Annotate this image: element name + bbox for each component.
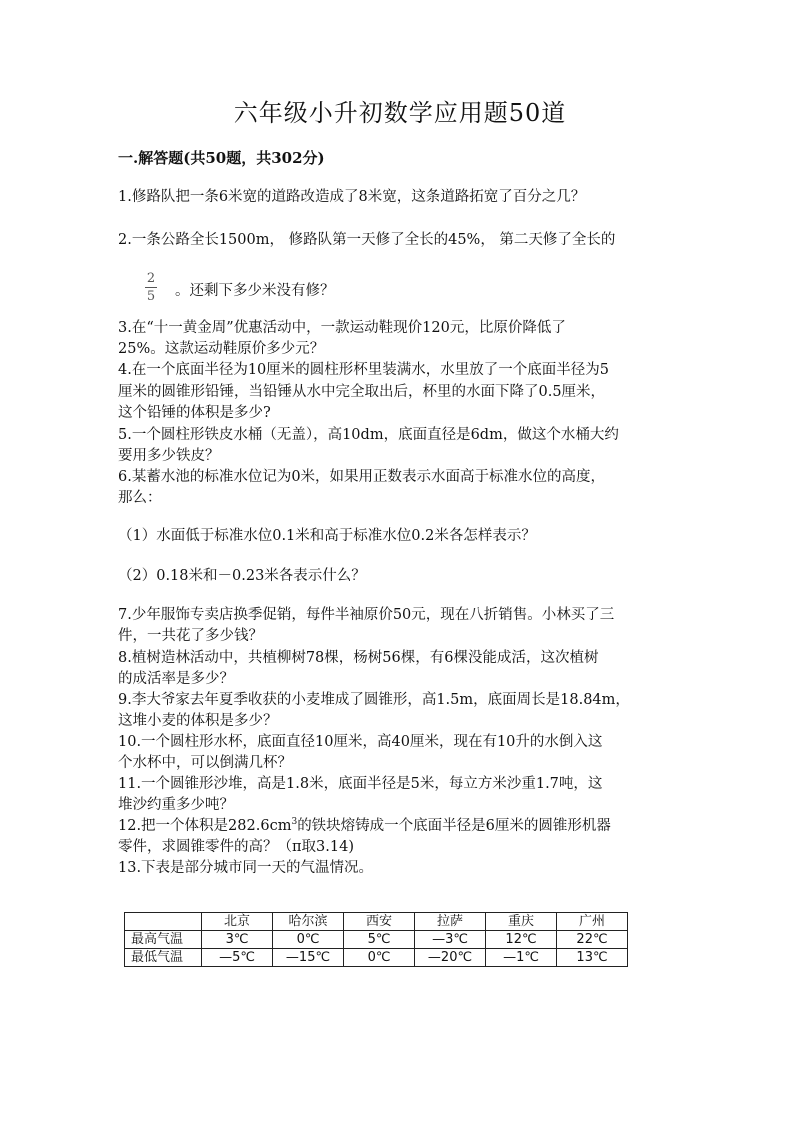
question-4-line-3: 这个铅锤的体积是多少? [118, 405, 271, 421]
question-5-line-1: 5.一个圆柱形铁皮水桶（无盖），高10dm，底面直径是6dm，做这个水桶大约 [118, 427, 619, 443]
page-title: 六年级小升初数学应用题50道 [233, 99, 567, 127]
fraction-numerator: 2 [146, 271, 156, 286]
question-12-line-1 [118, 815, 688, 837]
question-12-line-2: 零件，求圆锥零件的高？（π取3.14) [118, 839, 354, 855]
question-5-line-2: 要用多少铁皮？ [118, 448, 220, 464]
question-2-line-2: 。还剩下多少米没有修？ [175, 283, 335, 299]
question-3-line-2: 25%。这款运动鞋原价多少元？ [118, 341, 325, 357]
table-cell: 0℃ [273, 931, 344, 949]
table-cell: —3℃ [415, 931, 486, 949]
question-1: 1.修路队把一条6米宽的道路改造成了8米宽，这条道路拓宽了百分之几？ [118, 189, 586, 205]
table-row-label: 最高气温 [125, 931, 202, 949]
table-cell: —15℃ [273, 949, 344, 967]
cubic-superscript: 3 [291, 817, 298, 828]
table-header-city: 北京 [202, 913, 273, 931]
table-cell: 22℃ [557, 931, 628, 949]
fraction-two-fifths [143, 271, 159, 304]
question-6-sub-2: （2）0.18米和－0.23米各表示什么？ [118, 568, 366, 584]
table-cell: 12℃ [486, 931, 557, 949]
table-header-row [125, 913, 628, 931]
table-row [125, 931, 628, 949]
question-6-line-1: 6.某蓄水池的标准水位记为0米，如果用正数表示水面高于标准水位的高度， [118, 469, 606, 485]
question-4-line-2: 厘米的圆锥形铅锤，当铅锤从水中完全取出后，杯里的水面下降了0.5厘米， [118, 384, 606, 400]
question-9-line-1: 9.李大爷家去年夏季收获的小麦堆成了圆锥形，高1.5m，底面周长是18.84m， [118, 692, 630, 708]
table-cell: 5℃ [344, 931, 415, 949]
table-header-city: 西安 [344, 913, 415, 931]
question-2-line-1: 2.一条公路全长1500m， 修路队第一天修了全长的45%， 第二天修了全长的 [118, 232, 616, 248]
question-12-text-a: 12.把一个体积是282.6cm [118, 818, 292, 834]
question-8-line-2: 的成活率是多少？ [118, 671, 234, 687]
table-corner-cell [125, 913, 202, 931]
question-6-sub-1: （1）水面低于标准水位0.1米和高于标准水位0.2米各怎样表示？ [118, 528, 536, 544]
question-6-line-2: 那么： [118, 490, 162, 506]
question-13: 13.下表是部分城市同一天的气温情况。 [118, 860, 374, 876]
table-row [125, 949, 628, 967]
table-header-city: 广州 [557, 913, 628, 931]
table-cell: —1℃ [486, 949, 557, 967]
temperature-table [124, 912, 628, 967]
question-9-line-2: 这堆小麦的体积是多少？ [118, 713, 278, 729]
table-cell: —5℃ [202, 949, 273, 967]
question-11-line-2: 堆沙约重多少吨？ [118, 797, 234, 813]
section-heading: 一.解答题(共50题，共302分) [118, 149, 325, 167]
table-header-city: 拉萨 [415, 913, 486, 931]
question-11-line-1: 11.一个圆锥形沙堆，高是1.8米，底面半径是5米，每立方米沙重1.7吨，这 [118, 776, 603, 792]
fraction-denominator: 5 [146, 289, 156, 304]
fraction-bar [145, 287, 157, 288]
question-8-line-1: 8.植树造林活动中，共植柳树78棵，杨树56棵，有6棵没能成活，这次植树 [118, 650, 599, 666]
table-cell: 3℃ [202, 931, 273, 949]
question-7-line-2: 件，一共花了多少钱？ [118, 628, 263, 644]
table-header-city: 重庆 [486, 913, 557, 931]
table-row-label: 最低气温 [125, 949, 202, 967]
question-3-line-1: 3.在“十一黄金周”优惠活动中，一款运动鞋现价120元，比原价降低了 [118, 320, 566, 336]
question-10-line-2: 个水杯中，可以倒满几杯？ [118, 755, 292, 771]
question-7-line-1: 7.少年服饰专卖店换季促销，每件半袖原价50元，现在八折销售。小林买了三 [118, 607, 615, 623]
question-4-line-1: 4.在一个底面半径为10厘米的圆柱形杯里装满水，水里放了一个底面半径为5 [118, 362, 610, 378]
table-header-city: 哈尔滨 [273, 913, 344, 931]
table-cell: 0℃ [344, 949, 415, 967]
question-10-line-1: 10.一个圆柱形水杯，底面直径10厘米，高40厘米，现在有10升的水倒入这 [118, 734, 603, 750]
table-cell: —20℃ [415, 949, 486, 967]
table-cell: 13℃ [557, 949, 628, 967]
question-12-text-b: 的铁块熔铸成一个底面半径是6厘米的圆锥形机器 [297, 818, 611, 834]
